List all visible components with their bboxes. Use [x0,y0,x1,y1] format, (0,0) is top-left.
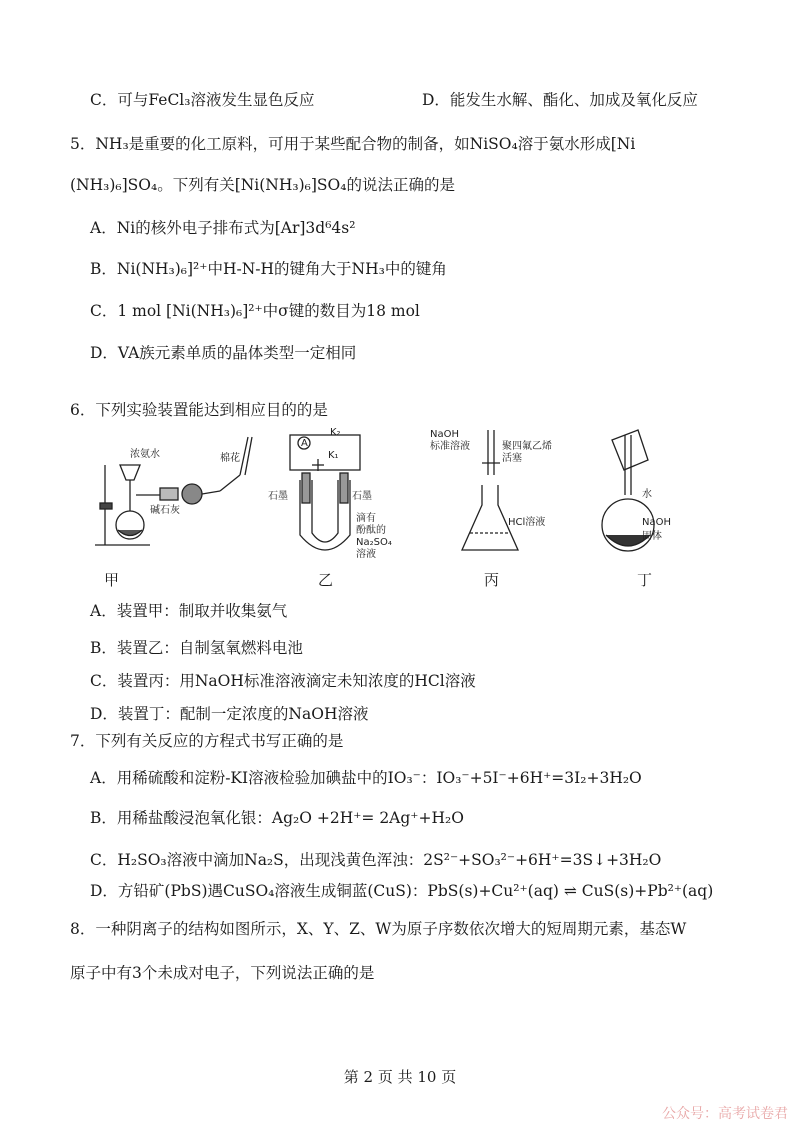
yi-label-sol3: Na₂SO₄ [356,537,392,548]
q6-option-b: B．装置乙：自制氢氧燃料电池 [90,639,303,657]
q4-options-cd [90,88,740,112]
yi-label-k2: K₂ [330,427,341,438]
q5-option-a: A．Ni的核外电子排布式为[Ar]3d⁶4s² [90,219,356,237]
q5-option-d: D．VA族元素单质的晶体类型一定相同 [90,344,357,362]
apparatus-yi [290,435,360,550]
bing-label-naoh1: NaOH [430,429,459,440]
q4-option-d: D．能发生水解、酯化、加成及氧化反应 [422,91,698,109]
page-number: 第 2 页 共 10 页 [343,1068,457,1086]
caption-bing: 丙 [484,571,500,589]
q5-option-b: B．Ni(NH₃)₆]²⁺中H-N-H的键角大于NH₃中的键角 [90,260,447,278]
caption-ding: 丁 [637,571,653,589]
ding-label-solid1: NaOH [642,517,671,528]
q5-stem-line1: 5．NH₃是重要的化工原料，可用于某些配合物的制备，如NiSO₄溶于氨水形成[Ni [70,135,636,153]
yi-label-sol4: 溶液 [356,549,376,560]
q6-option-d: D．装置丁：配制一定浓度的NaOH溶液 [90,705,369,723]
ding-label-water: 水 [642,489,652,500]
bing-label-hcl: HCl溶液 [508,517,546,528]
q7-option-c: C．H₂SO₃溶液中滴加Na₂S，出现浅黄色浑浊：2S²⁻+SO₃²⁻+6H⁺=3S↓+3H₂O [90,851,662,869]
q6-option-a: A．装置甲：制取并收集氨气 [90,602,288,620]
bing-label-ptfe2: 活塞 [502,453,522,464]
q8-stem-line2: 原子中有3个未成对电子，下列说法正确的是 [70,964,375,982]
jia-label-ammonia: 浓氨水 [130,449,160,460]
caption-jia: 甲 [104,571,120,589]
bing-label-naoh2: 标准溶液 [430,441,470,452]
yi-label-graphite-right: 石墨 [352,491,372,502]
yi-label-k1: K₁ [328,450,339,461]
q7-stem: 7．下列有关反应的方程式书写正确的是 [70,732,344,750]
ding-label-solid2: 固体 [642,531,662,542]
q5-stem-line2: (NH₃)₆]SO₄。下列有关[Ni(NH₃)₆]SO₄的说法正确的是 [70,176,455,194]
q8-stem-line1: 8．一种阴离子的结构如图所示，X、Y、Z、W为原子序数依次增大的短周期元素，基态W [70,920,687,938]
jia-label-cotton: 棉花 [220,453,240,464]
q6-apparatus-figure [90,425,710,595]
bing-label-ptfe1: 聚四氟乙烯 [502,441,552,452]
caption-yi: 乙 [318,571,334,589]
q7-option-d: D．方铅矿(PbS)遇CuSO₄溶液生成铜蓝(CuS)：PbS(s)+Cu²⁺(aq) ⇌ CuS(s)+Pb²⁺(aq) [90,882,714,900]
q5-option-c: C．1 mol [Ni(NH₃)₆]²⁺中σ键的数目为18 mol [90,302,420,320]
yi-label-graphite-left: 石墨 [268,491,288,502]
jia-label-lime: 碱石灰 [150,505,180,516]
q7-option-a: A．用稀硫酸和淀粉-KI溶液检验加碘盐中的IO₃⁻：IO₃⁻+5I⁻+6H⁺=3I₂+3H₂O [90,769,642,787]
yi-label-sol1: 滴有 [356,513,376,524]
watermark: 公众号：高考试卷君 [662,1106,788,1122]
yi-label-a: A [301,438,308,449]
q7-option-b: B．用稀盐酸浸泡氧化银：Ag₂O +2H⁺= 2Ag⁺+H₂O [90,809,464,827]
yi-label-sol2: 酚酞的 [356,525,386,536]
q4-option-c: C．可与FeCl₃溶液发生显色反应 [90,91,315,109]
q6-option-c: C．装置丙：用NaOH标准溶液滴定未知浓度的HCl溶液 [90,672,476,690]
q6-stem: 6．下列实验装置能达到相应目的的是 [70,401,328,419]
